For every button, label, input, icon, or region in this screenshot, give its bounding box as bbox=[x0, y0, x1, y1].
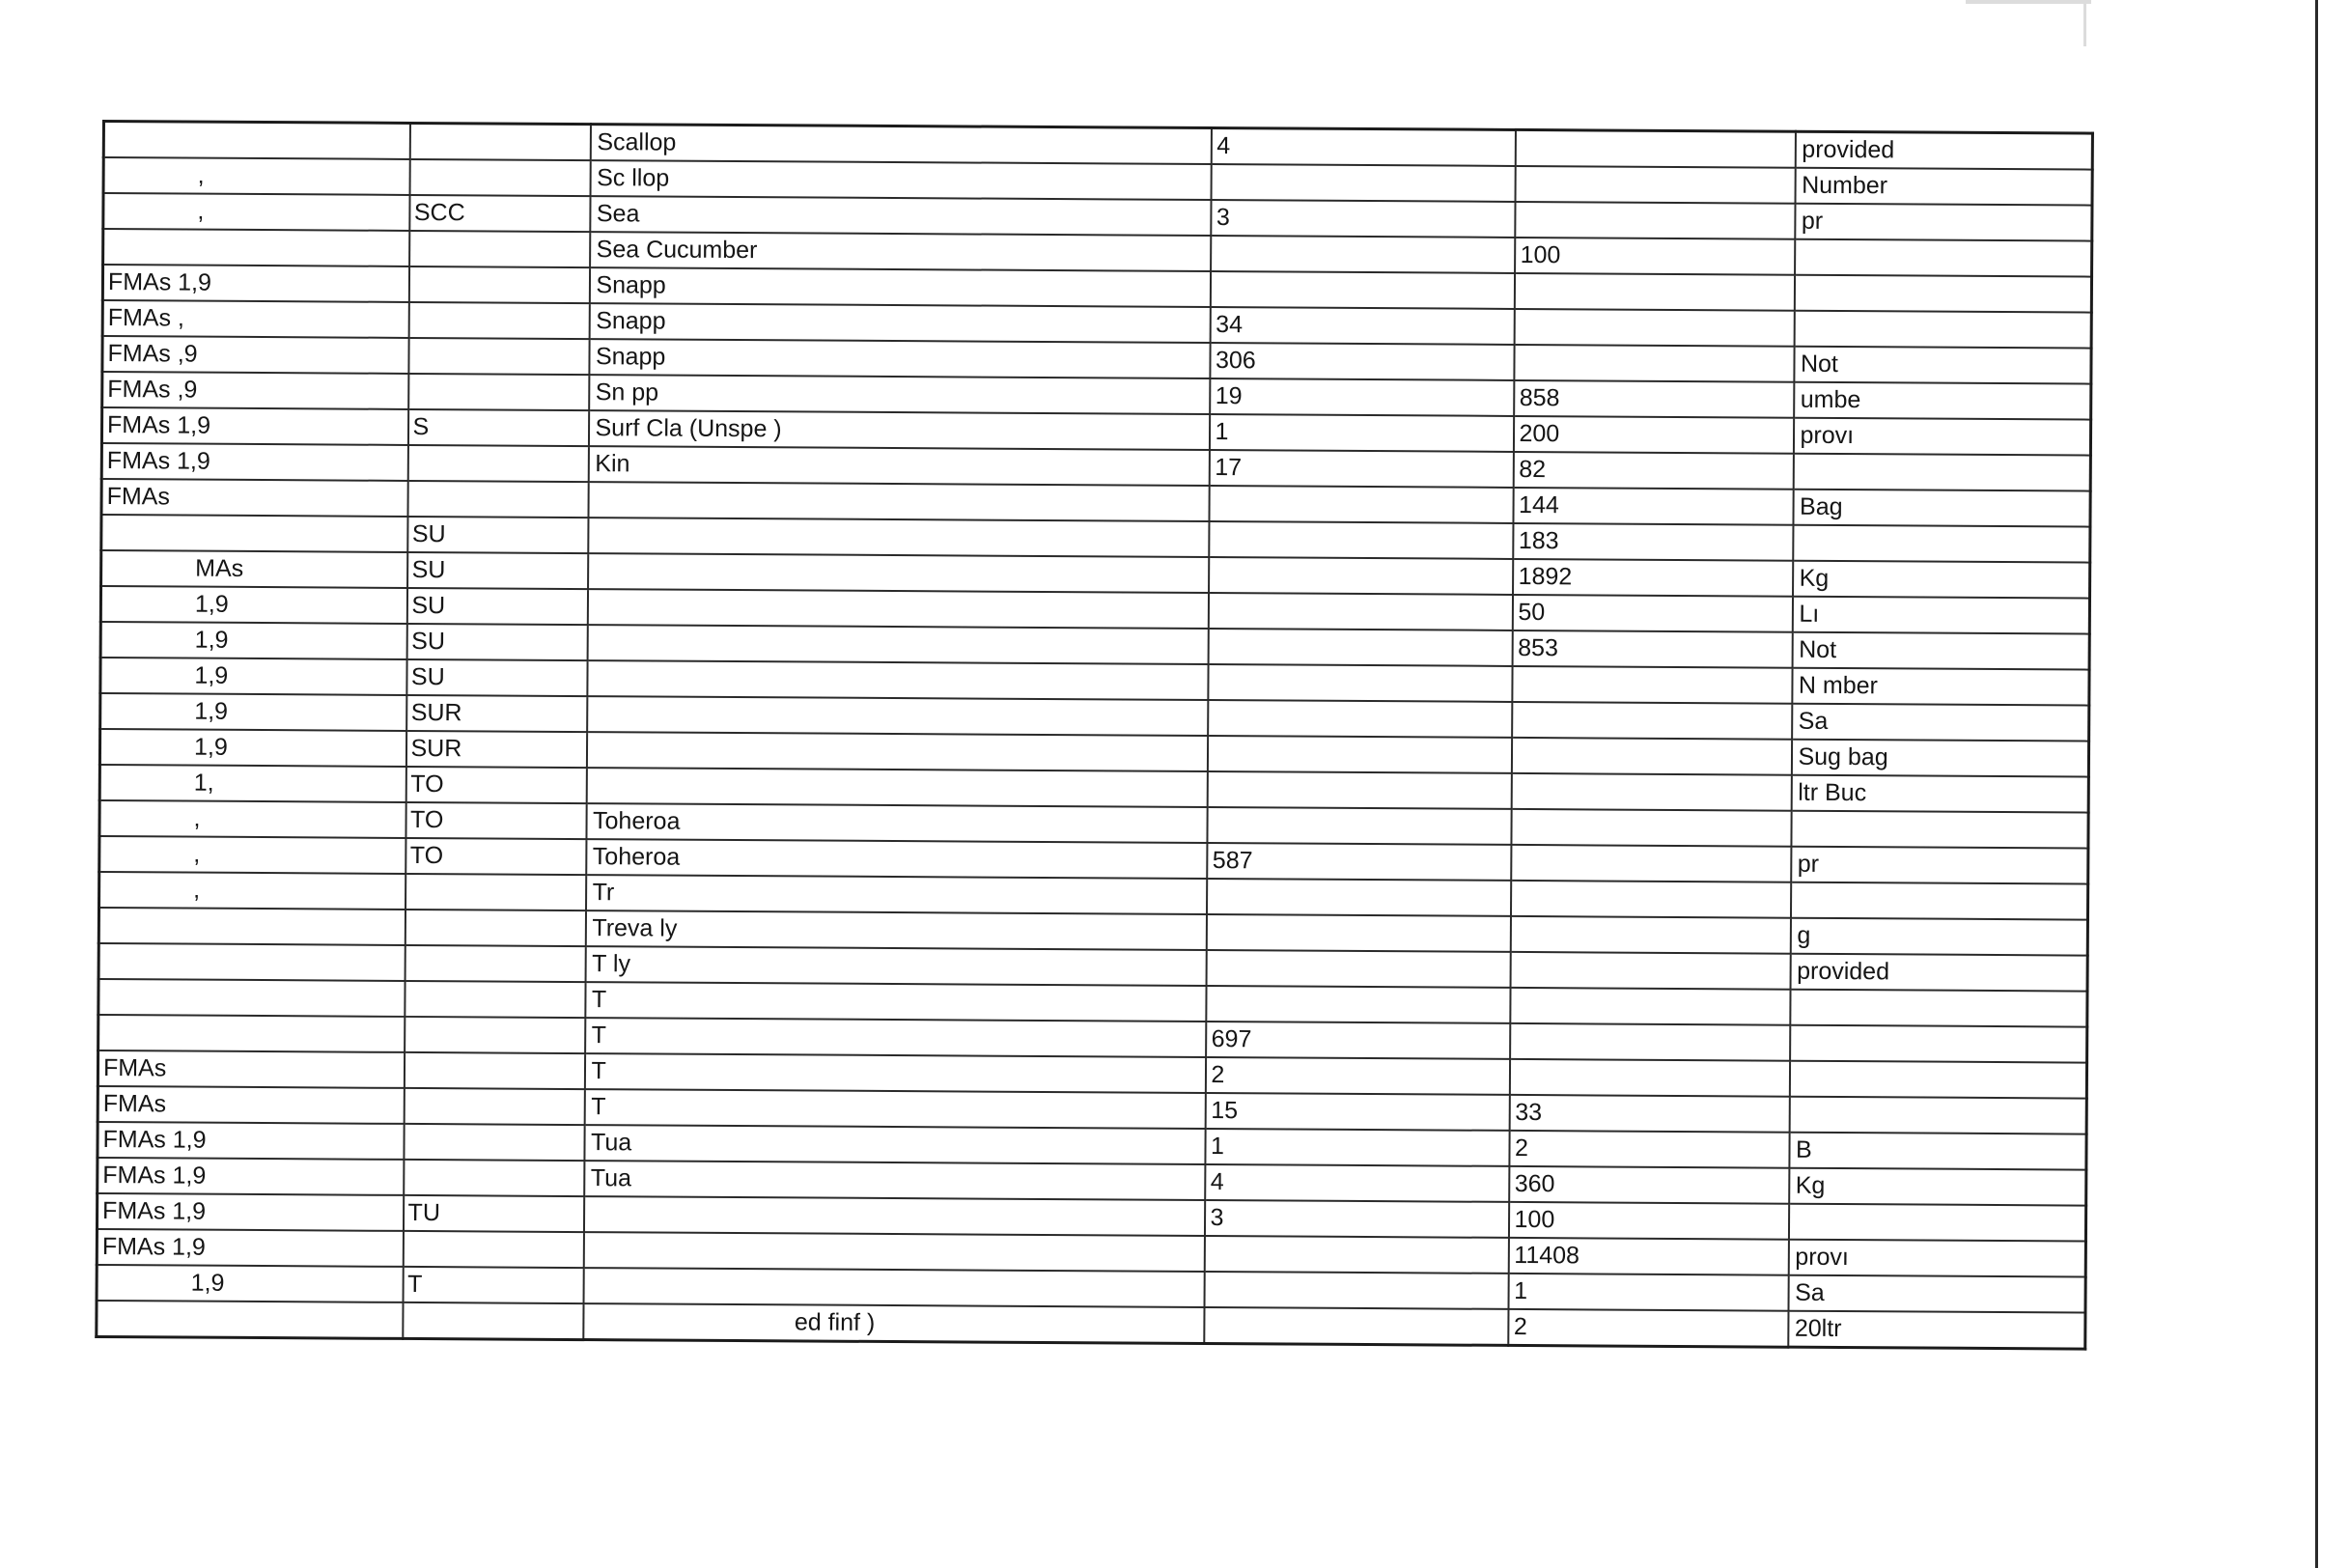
table-cell: FMAs bbox=[101, 479, 407, 517]
table-cell: SU bbox=[407, 517, 588, 553]
table-cell bbox=[1511, 809, 1791, 847]
table-cell bbox=[1789, 1097, 2086, 1134]
table-cell bbox=[586, 768, 1207, 807]
table-cell: ed finf ) bbox=[583, 1303, 1204, 1343]
table-cell: Snapp bbox=[589, 303, 1210, 343]
table-cell: FMAs bbox=[98, 1050, 404, 1088]
table-cell: , bbox=[99, 836, 405, 874]
table-cell: FMAs ,9 bbox=[102, 336, 408, 374]
table-cell: 200 bbox=[1513, 416, 1793, 454]
table-cell bbox=[1514, 273, 1794, 311]
table-cell: 3 bbox=[1204, 1200, 1508, 1238]
data-table bbox=[95, 120, 2094, 1351]
table-cell: Snapp bbox=[589, 339, 1210, 378]
table-cell bbox=[1206, 986, 1510, 1023]
table-cell: , bbox=[99, 800, 405, 838]
table-cell: 33 bbox=[1509, 1095, 1789, 1133]
table-cell bbox=[405, 1017, 585, 1053]
table-cell: TO bbox=[405, 838, 586, 875]
table-cell bbox=[1510, 881, 1790, 918]
table-cell bbox=[1204, 1307, 1508, 1345]
table-cell bbox=[1515, 129, 1795, 167]
table-cell bbox=[408, 266, 589, 303]
table-cell bbox=[1790, 882, 2087, 920]
table-cell: FMAs 1,9 bbox=[97, 1193, 403, 1231]
table-cell: T bbox=[584, 1089, 1205, 1129]
table-cell: Sea bbox=[590, 196, 1211, 236]
table-cell: 100 bbox=[1508, 1202, 1788, 1240]
table-cell bbox=[1793, 525, 2090, 563]
table-cell bbox=[1512, 666, 1792, 704]
table-cell bbox=[586, 732, 1207, 771]
table-cell bbox=[1210, 271, 1514, 309]
table-cell: Kg bbox=[1789, 1168, 2086, 1206]
table-cell: T bbox=[584, 1053, 1205, 1093]
table-cell bbox=[407, 445, 588, 482]
table-cell bbox=[103, 122, 409, 159]
table-cell bbox=[404, 1088, 584, 1125]
table-cell: provided bbox=[1790, 954, 2087, 992]
table-cell: SCC bbox=[409, 195, 590, 232]
table-cell: FMAs 1,9 bbox=[98, 1158, 404, 1195]
table-cell: T bbox=[403, 1267, 583, 1303]
table-cell bbox=[1206, 914, 1510, 952]
table-cell bbox=[1211, 236, 1515, 273]
table-cell: FMAs 1,9 bbox=[101, 443, 407, 481]
table-cell: 4 bbox=[1211, 128, 1515, 166]
table-cell: 1892 bbox=[1513, 559, 1793, 597]
table-cell: MAs bbox=[101, 550, 407, 588]
table-cell: 858 bbox=[1514, 380, 1794, 418]
table-cell bbox=[583, 1196, 1204, 1236]
table-cell bbox=[1207, 807, 1511, 845]
table-cell: 1,9 bbox=[100, 693, 406, 731]
table-cell bbox=[1511, 845, 1791, 882]
table-cell bbox=[408, 338, 589, 375]
table-cell: TO bbox=[405, 767, 586, 803]
table-cell bbox=[1208, 700, 1512, 738]
table-cell: 2 bbox=[1509, 1131, 1789, 1168]
table-cell bbox=[1207, 771, 1511, 809]
table-cell bbox=[1208, 593, 1512, 630]
table-cell: 1,9 bbox=[100, 586, 406, 624]
table-cell: 697 bbox=[1206, 1022, 1510, 1059]
table-cell bbox=[98, 908, 405, 945]
table-cell: 11408 bbox=[1508, 1238, 1788, 1275]
table-cell bbox=[1510, 916, 1790, 954]
table-cell: Sa bbox=[1788, 1275, 2085, 1313]
table-cell bbox=[409, 123, 590, 160]
table-cell: 1 bbox=[1205, 1129, 1509, 1166]
table-cell bbox=[1209, 521, 1513, 559]
table-cell bbox=[97, 1301, 403, 1338]
table-cell bbox=[1790, 990, 2087, 1027]
table-cell: 1, bbox=[99, 765, 405, 802]
table-cell bbox=[405, 981, 585, 1018]
table-cell bbox=[408, 302, 589, 339]
table-cell bbox=[1791, 811, 2088, 849]
table-cell bbox=[588, 482, 1209, 521]
table-cell bbox=[1794, 275, 2091, 313]
table-cell bbox=[587, 660, 1208, 700]
table-cell: Not bbox=[1792, 632, 2089, 670]
table-cell: 144 bbox=[1513, 488, 1793, 525]
table-cell bbox=[1510, 952, 1790, 990]
table-cell bbox=[407, 481, 588, 518]
table-cell: 3 bbox=[1211, 200, 1515, 238]
table-cell: 587 bbox=[1207, 843, 1511, 881]
table-cell bbox=[1208, 664, 1512, 702]
table-cell: Toheroa bbox=[586, 839, 1207, 879]
table-cell: 1 bbox=[1209, 414, 1513, 452]
document-sheet bbox=[95, 120, 2106, 1421]
table-cell bbox=[403, 1302, 583, 1340]
table-cell bbox=[1509, 1059, 1789, 1097]
table-cell: SUR bbox=[405, 731, 586, 768]
table-cell: FMAs 1,9 bbox=[101, 407, 407, 445]
table-cell: Treva ly bbox=[585, 910, 1206, 950]
table-cell: g bbox=[1790, 918, 2087, 956]
table-cell bbox=[405, 945, 585, 982]
table-body bbox=[97, 122, 2093, 1350]
table-cell bbox=[587, 696, 1208, 736]
table-cell bbox=[1793, 454, 2090, 491]
table-cell bbox=[588, 518, 1209, 557]
table-cell: 1,9 bbox=[97, 1265, 403, 1302]
table-cell: FMAs bbox=[98, 1086, 404, 1124]
table-cell bbox=[103, 229, 409, 266]
table-cell bbox=[404, 1160, 584, 1196]
table-cell: TU bbox=[403, 1195, 583, 1232]
table-cell bbox=[583, 1268, 1204, 1307]
table-cell: N mber bbox=[1792, 668, 2089, 706]
table-cell bbox=[1789, 1061, 2086, 1099]
table-cell bbox=[403, 1231, 583, 1268]
table-cell: S bbox=[407, 409, 588, 446]
table-cell: Scallop bbox=[590, 125, 1211, 164]
table-cell bbox=[1510, 1023, 1790, 1061]
table-cell: 82 bbox=[1513, 452, 1793, 490]
table-cell: SU bbox=[406, 659, 587, 696]
table-cell: TO bbox=[405, 802, 586, 839]
table-cell bbox=[588, 553, 1209, 593]
table-cell: 20ltr bbox=[1788, 1311, 2085, 1349]
table-cell bbox=[1511, 738, 1791, 775]
table-cell bbox=[1795, 239, 2092, 277]
table-cell: pr bbox=[1791, 847, 2088, 884]
table-cell: T bbox=[585, 1018, 1206, 1057]
table-cell: 4 bbox=[1205, 1164, 1509, 1202]
table-cell: 1,9 bbox=[99, 729, 405, 767]
table-cell: FMAs 1,9 bbox=[98, 1122, 404, 1160]
table-cell: 15 bbox=[1205, 1093, 1509, 1131]
table-cell: 360 bbox=[1509, 1166, 1789, 1204]
table-cell: Sc llop bbox=[590, 160, 1211, 200]
table-cell: Number bbox=[1795, 168, 2092, 206]
table-cell: Toheroa bbox=[586, 803, 1207, 843]
table-cell: T ly bbox=[585, 946, 1206, 986]
table-cell bbox=[1207, 736, 1511, 773]
table-cell: SUR bbox=[406, 695, 587, 732]
table-cell bbox=[1514, 309, 1794, 347]
table-cell: Kin bbox=[588, 446, 1209, 486]
table-cell bbox=[1204, 1272, 1508, 1309]
table-cell: 100 bbox=[1515, 238, 1795, 275]
table-cell: provided bbox=[1795, 131, 2092, 169]
table-cell: provı bbox=[1793, 418, 2090, 456]
table-cell: 17 bbox=[1209, 450, 1513, 488]
table-cell: 2 bbox=[1508, 1309, 1788, 1347]
table-cell: FMAs , bbox=[102, 300, 408, 338]
table-cell bbox=[405, 910, 585, 946]
table-cell: 306 bbox=[1210, 343, 1514, 380]
table-cell bbox=[408, 374, 589, 410]
table-cell bbox=[409, 231, 590, 267]
table-cell bbox=[1515, 166, 1795, 204]
table-cell bbox=[1206, 950, 1510, 988]
table-cell: , bbox=[103, 157, 409, 195]
table-cell: 2 bbox=[1205, 1057, 1509, 1095]
table-cell: 1,9 bbox=[100, 658, 406, 695]
table-cell bbox=[1209, 486, 1513, 523]
scan-edge-line bbox=[2315, 0, 2318, 1568]
table-cell bbox=[404, 1124, 584, 1161]
table-cell: Sug bag bbox=[1791, 740, 2088, 777]
table-cell: Surf Cla (Unspe ) bbox=[588, 410, 1209, 450]
table-cell bbox=[98, 979, 405, 1017]
table-cell bbox=[1511, 773, 1791, 811]
table-cell bbox=[409, 159, 590, 196]
table-cell bbox=[1204, 1236, 1508, 1274]
table-cell: Not bbox=[1794, 347, 2091, 384]
scan-edge-mark bbox=[1966, 0, 2091, 4]
table-cell bbox=[404, 1052, 584, 1089]
table-cell: Snapp bbox=[589, 267, 1210, 307]
table-cell bbox=[1206, 879, 1510, 916]
table-cell bbox=[405, 874, 586, 910]
table-cell bbox=[587, 589, 1208, 629]
table-cell: Tua bbox=[584, 1161, 1205, 1200]
table-cell: FMAs 1,9 bbox=[97, 1229, 403, 1267]
table-cell bbox=[1211, 164, 1515, 202]
table-cell bbox=[583, 1232, 1204, 1272]
table-cell: Sa bbox=[1792, 704, 2089, 742]
table-cell: B bbox=[1789, 1133, 2086, 1170]
table-cell: provı bbox=[1788, 1240, 2085, 1277]
table-cell bbox=[98, 1015, 405, 1052]
table-cell: 1 bbox=[1508, 1274, 1788, 1311]
table-cell: Kg bbox=[1793, 561, 2090, 599]
table-cell: , bbox=[99, 872, 405, 910]
table-cell: Tua bbox=[584, 1125, 1205, 1164]
scan-edge-mark bbox=[2083, 0, 2086, 46]
table-cell bbox=[1515, 202, 1795, 239]
table-cell bbox=[1208, 629, 1512, 666]
table-cell: 19 bbox=[1210, 378, 1514, 416]
table-cell bbox=[1510, 988, 1790, 1025]
table-cell: 183 bbox=[1513, 523, 1793, 561]
table-cell bbox=[1788, 1204, 2085, 1242]
table-cell: Sea Cucumber bbox=[590, 232, 1211, 271]
table-cell bbox=[98, 943, 405, 981]
table-cell: T bbox=[585, 982, 1206, 1022]
table-cell: 853 bbox=[1512, 630, 1792, 668]
table-cell: 34 bbox=[1210, 307, 1514, 345]
table-cell bbox=[1514, 345, 1794, 382]
table-cell: , bbox=[103, 193, 409, 231]
table-cell: Tr bbox=[586, 875, 1207, 914]
table-cell bbox=[1209, 557, 1513, 595]
table-cell: 50 bbox=[1512, 595, 1792, 632]
table-cell bbox=[1794, 311, 2091, 349]
table-cell: FMAs ,9 bbox=[102, 372, 408, 409]
table-cell: ltr Buc bbox=[1791, 775, 2088, 813]
table-cell: umbe bbox=[1794, 382, 2091, 420]
table-cell: Lı bbox=[1792, 597, 2089, 634]
table-cell bbox=[101, 515, 407, 552]
table-cell: SU bbox=[406, 588, 587, 625]
table-cell: SU bbox=[407, 552, 588, 589]
table-cell bbox=[587, 625, 1208, 664]
table-cell: Bag bbox=[1793, 490, 2090, 527]
table-cell: pr bbox=[1795, 204, 2092, 241]
table-cell bbox=[1790, 1025, 2087, 1063]
table-cell: FMAs 1,9 bbox=[102, 265, 408, 302]
table-cell: SU bbox=[406, 624, 587, 660]
table-cell bbox=[1512, 702, 1792, 740]
table-cell: Sn pp bbox=[589, 375, 1210, 414]
table-cell: 1,9 bbox=[100, 622, 406, 659]
